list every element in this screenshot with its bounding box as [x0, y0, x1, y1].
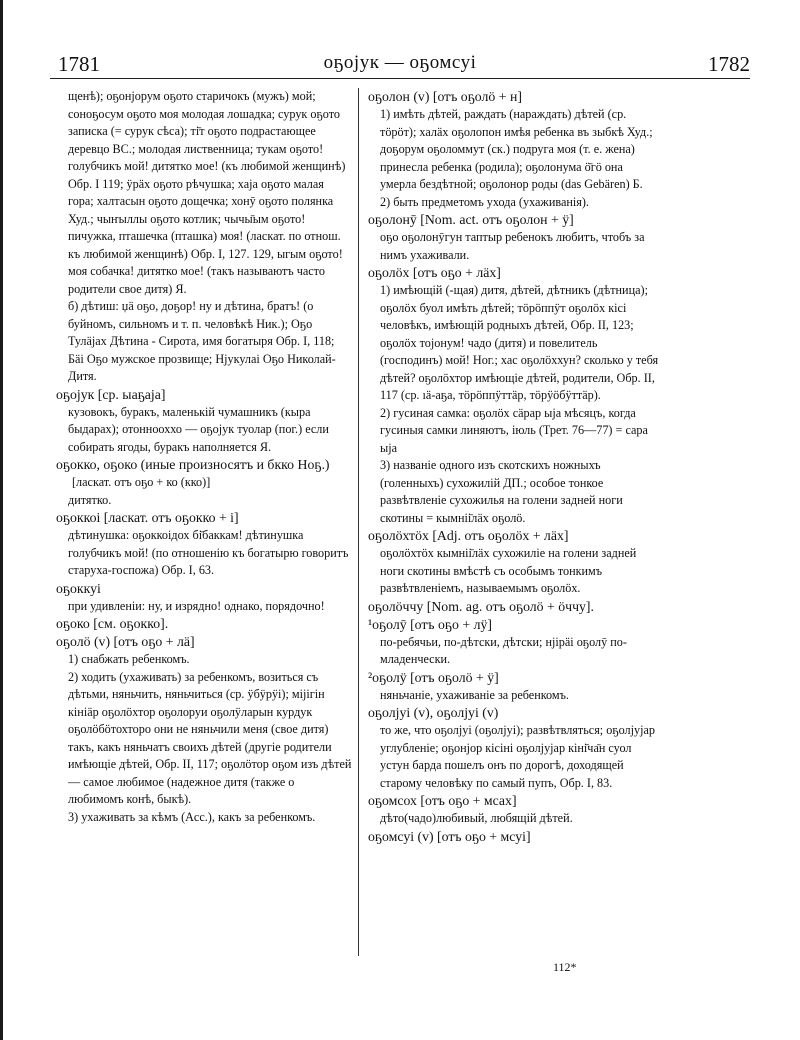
right-column	[368, 88, 660, 846]
dictionary-text: щенѣ); оҕонјорум оҕото старичокъ (мужъ) мой; соноҕосум оҕото моя молодая лошадка; сурук оҕото записка (= сурук сѣса); ті̄т оҕото подрастающее деревцо ВС.; молодая лиственница; тукам оҕото! голубчикъ мой! дитятко мое! (къ любимой женщинѣ) Обр. І 119; ӱрӓх оҕото рѣчушка; хаја оҕото малая гора; халтасын оҕото дощечка; хонӯ оҕото полянка Худ.; чыҥыллы оҕото котлик; чычы̄ым оҕото! пичужка, пташечка (пташка) моя! (ласкат. по отнош. къ любимой женщинѣ) Обр. І, 127. 129, ыгым оҕото! моя собачка! дитятко мое! (такъ называютъ часто родители свое дитя) Я.	[68, 89, 346, 296]
dictionary-headword: оҕолӧччу [Nom. ag. отъ оҕолӧ + ӧччу].	[368, 598, 594, 614]
dictionary-headword: оҕолонӯ [Nom. act. отъ оҕолон + ӱ]	[368, 212, 574, 227]
dictionary-headword: оҕокко, оҕоко (иные произносятъ и бкко Ноҕ.)	[56, 457, 330, 472]
dictionary-text: кузовокъ, буракъ, маленькій чумашникъ (кыра быдарах); отоннооххо — оҕојук туолар (пог.) если собирать ягоды, буракъ наполняется Я.	[68, 404, 329, 454]
dictionary-headword: оҕоко [см. оҕокко].	[56, 616, 169, 631]
dictionary-text: [ласкат. отъ оҕо + ко (кко)]	[72, 475, 211, 489]
dictionary-headword: оҕомсох [отъ оҕо + мсах]	[368, 793, 517, 808]
dictionary-headword: оҕојук [ср. ыаҕаја]	[56, 386, 166, 402]
dictionary-headword: оҕолӧ (v) [отъ оҕо + лӓ]	[56, 634, 195, 649]
dictionary-headword: оҕолӧх [отъ оҕо + лӓх]	[368, 265, 501, 280]
dictionary-text: 1) имѣть дѣтей, раждать (нараждать) дѣтей (ср. тӧрӧт); халӓх оҕолопон имѣя ребенка въ зыбкѣ Худ.; доҕорум оҕоломмут (ск.) подруга моя (т. е. жена) принесла ребенка (родила); оҕолонума ӧ̄гӧ она умерла бездѣтной; оҕолонор роды (das Gebären) Б.	[380, 107, 653, 191]
dictionary-headword: ²оҕолӱ [отъ оҕолӧ + ӱ]	[368, 669, 499, 685]
dictionary-text: по-ребячьи, по-дѣтски, дѣтски; нјірӓі оҕолӯ по-младенчески.	[380, 634, 627, 666]
left-page-number: 1781	[58, 52, 100, 76]
dictionary-headword: оҕолӧхтӧх [Adj. отъ оҕолӧх + лӓх]	[368, 528, 569, 543]
left-column	[56, 88, 352, 826]
dictionary-text: при удивленіи: ну, и изрядно! однако, порядочно!	[68, 598, 325, 613]
signature-mark: 112*	[553, 960, 577, 974]
dictionary-text: то же, что оҕолјуі (оҕолјуі); развѣтвляться; оҕолјујар углубленіе; оҕонјор кісіні оҕолјујар кіні̄ча̄н суол устун барда пошелъ онъ по дорогѣ, доходящей старому человѣку по самый пупъ, Обр. І, 83.	[380, 723, 655, 790]
dictionary-headword: оҕоккоі [ласкат. отъ оҕокко + і]	[56, 510, 239, 525]
page-header	[50, 48, 750, 78]
dictionary-headword: оҕолјуі (v), оҕолјуі (v)	[368, 705, 499, 720]
dictionary-text: дѣто(чадо)любивый, любящій дѣтей.	[380, 811, 573, 825]
dictionary-text: 2) быть предметомъ ухода (ухаживанія).	[380, 194, 589, 209]
dictionary-text: оҕолӧхтӧх кымніі̄лӓх сухожиліе на голени задней ноги скотины вмѣстѣ съ особымъ тонкимъ развѣтвленіемъ, называемымъ оҕолӧх.	[380, 546, 637, 595]
dictionary-text: б) дѣтиш: џӓ оҕо, доҕор! ну и дѣтина, братъ! (о буйномъ, сильномъ и т. п. человѣкѣ Ник.); Оҕо Тулӓјах Дѣтина - Сирота, имя богатыря Обр. І, 118; Бӓі Оҕо мужское прозвище; Нјукулаі Оҕо Николай-Дитя.	[68, 299, 336, 383]
dictionary-text: дитятко.	[68, 492, 112, 507]
dictionary-headword: оҕоккуі	[56, 580, 101, 596]
header-rule	[50, 78, 750, 79]
dictionary-headword: оҕолон (v) [отъ оҕолӧ + н]	[368, 89, 522, 104]
dictionary-text: 2) ходить (ухаживать) за ребенкомъ, возиться съ дѣтьми, няньчить, няньчиться (ср. ӱбӱрӱі); міјігін кініӓр оҕолӧхтор оҕолоруи оҕолӱларын курдук оҕолӧбӧтохторо они не няньчили меня (свое дитя) такъ, какъ няньчатъ своихъ дѣтей (другіе родители имѣющіе дѣтей, Обр. ІІ, 117; оҕолӧтор оҕом изъ дѣтей — самое любимое (надежное дитя (также о любимомъ конѣ, быкѣ).	[68, 669, 352, 806]
dictionary-text: 3) названіе одного изъ скотскихъ ножныхъ (голенныхъ) сухожилій ДП.; особое тонкое развѣтвленіе сухожилья на голени задней ноги скотины = кымніі̄лӓх оҕолӧ.	[380, 458, 623, 525]
dictionary-text: 1) снабжать ребенкомъ.	[68, 652, 190, 666]
running-title: оҕојук — оҕомсуі	[323, 52, 477, 73]
dictionary-text: 3) ухаживать за кѣмъ (Acc.), какъ за ребенкомъ.	[68, 809, 316, 824]
dictionary-text: 2) гусиная самка: оҕолӧх сӓрар ыја мѣсяцъ, когда гусиныя самки линяютъ, іюль (Трет. 76—77) = сара ыја	[380, 405, 648, 455]
dictionary-text: оҕо оҕолонӯгун таптыр ребенокъ любитъ, чтобъ за нимъ ухаживали.	[380, 230, 645, 262]
dictionary-headword: ¹оҕолӯ [отъ оҕо + лӱ]	[368, 616, 492, 632]
dictionary-text: няньчаніе, ухаживаніе за ребенкомъ.	[380, 687, 569, 702]
dictionary-text: 1) имѣющій (-щая) дитя, дѣтей, дѣтникъ (дѣтница); оҕолӧх буол имѣть дѣтей; тӧрӧппӱт оҕолӧх кісі человѣкъ, имѣющій родныхъ дѣтей, Обр. ІІ, 123; оҕолӧх тојонум! чадо (дитя) и повелитель (господинъ) мой! Ног.; хас оҕолӧххун? сколько у тебя дѣтей? оҕолӧхтор имѣющіе дѣтей, родители, Обр. ІІ, 117 (ср. ıӓ-аҕа, тӧрӧппӱттӓр, тӧрӱӧбӱттӓр).	[380, 283, 659, 402]
dictionary-headword: оҕомсуі (v) [отъ оҕо + мсуі]	[368, 828, 531, 844]
column-divider	[358, 88, 359, 956]
right-page-number: 1782	[708, 52, 750, 76]
dictionary-text: дѣтинушка: оҕоккоідох бі̄баккам! дѣтинушка голубчикъ мой! (по отношенію къ богатырю говоритъ старуха-госпожа) Обр. І, 63.	[68, 528, 349, 577]
